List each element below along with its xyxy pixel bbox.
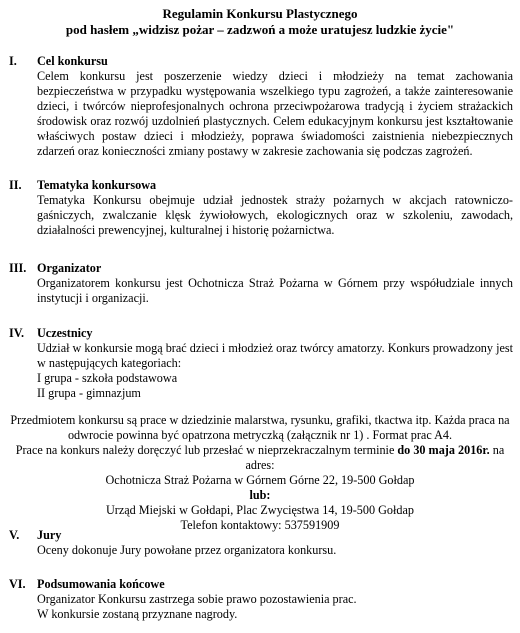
section-paragraph: Organizatorem konkursu jest Ochotnicza Straż Pożarna w Górnem przy współudziale innych instytucji i organizacji. bbox=[37, 276, 513, 305]
section-paragraph: Oceny dokonuje Jury powołane przez organizatora konkursu. bbox=[37, 543, 337, 557]
section-uczestnicy bbox=[9, 326, 513, 401]
category-item: I grupa - szkoła podstawowa bbox=[37, 371, 178, 385]
section-cel-konkursu bbox=[9, 54, 513, 159]
section-number: III. bbox=[9, 261, 27, 275]
section-organizator bbox=[9, 261, 513, 306]
section-tematyka bbox=[9, 178, 513, 238]
section-podsumowania bbox=[9, 577, 513, 622]
deadline-pre: Prace na konkurs należy doręczyć lub przesłać w nieprzekraczalnym terminie bbox=[15, 443, 398, 457]
section-body bbox=[37, 543, 513, 558]
contact-phone: Telefon kontaktowy: 537591909 bbox=[180, 518, 340, 532]
category-item: II grupa - gimnazjum bbox=[37, 386, 141, 400]
section-number: II. bbox=[9, 178, 22, 192]
section-jury bbox=[9, 528, 513, 558]
section-body bbox=[37, 69, 513, 159]
section-body bbox=[37, 276, 513, 306]
section-body bbox=[37, 193, 513, 238]
section-paragraph: Celem konkursu jest poszerzenie wiedzy dzieci i młodzieży na temat zachowania bezpieczeństwa w przypadku występowania wszelkiego typu zagrożeń, a także zainteresowanie dzieci, i twórców nieprofesjonalnych ochrona przeciwpożarowa tradycją i życiem strażackich środowisk oraz rozwój uzdolnień plastycznych. Celem edukacyjnym konkursu jest kształtowanie właściwych postaw dzieci i młodzieży, poprawa świadomości zaistnienia niebezpiecznych zdarzeń oraz konieczności zmiany postawy w zakresie zachowania się podczas zagrożeń. bbox=[37, 69, 513, 158]
address-osp: Ochotnicza Straż Pożarna w Górnem Górne 22, 19-500 Gołdap bbox=[105, 473, 415, 487]
section-number: I. bbox=[9, 54, 17, 68]
deadline-date: do 30 maja 2016r. bbox=[397, 443, 490, 457]
submission-description: Przedmiotem konkursu są prace w dziedzinie malarstwa, rysunku, grafiki, tkactwa itp. Każda praca na odwrocie powinna być opatrzona metryczką (załącznik nr 1) . Format prac A4. bbox=[10, 413, 510, 442]
submission-deadline-line bbox=[6, 443, 514, 473]
section-heading: Cel konkursu bbox=[37, 54, 108, 68]
section-heading: Jury bbox=[37, 528, 62, 542]
section-number: VI. bbox=[9, 577, 26, 591]
submission-block bbox=[6, 413, 514, 533]
section-paragraph: Organizator Konkursu zastrzega sobie prawo pozostawienia prac. bbox=[37, 592, 357, 606]
section-body bbox=[37, 341, 513, 401]
section-number: IV. bbox=[9, 326, 25, 340]
section-body bbox=[37, 592, 513, 622]
address-urzad: Urząd Miejski w Gołdapi, Plac Zwycięstwa 14, 19-500 Gołdap bbox=[105, 503, 414, 517]
document-subtitle: pod hasłem „widzisz pożar – zadzwoń a może uratujesz ludzkie życie" bbox=[65, 22, 455, 37]
section-heading: Tematyka konkursowa bbox=[37, 178, 157, 192]
deadline-post: na adres: bbox=[245, 443, 505, 472]
section-paragraph: Udział w konkursie mogą brać dzieci i młodzież oraz twórcy amatorzy. Konkurs prowadzony jest w następujących kategoriach: bbox=[37, 341, 513, 370]
section-heading: Uczestnicy bbox=[37, 326, 93, 340]
section-paragraph: Tematyka Konkursu obejmuje udział jednostek straży pożarnych w akcjach ratowniczo-gaśniczych, zwalczanie klęsk żywiołowych, ekologicznych oraz w szkoleniu, zawodach, działalności prewencyjnej, kulturalnej i historię pożarnictwa. bbox=[37, 193, 513, 237]
section-number: V. bbox=[9, 528, 20, 542]
section-paragraph: W konkursie zostaną przyznane nagrody. bbox=[37, 607, 238, 621]
address-or: lub: bbox=[249, 488, 271, 502]
document-title: Regulamin Konkursu Plastycznego bbox=[162, 6, 358, 21]
section-heading: Podsumowania końcowe bbox=[37, 577, 165, 591]
section-heading: Organizator bbox=[37, 261, 102, 275]
